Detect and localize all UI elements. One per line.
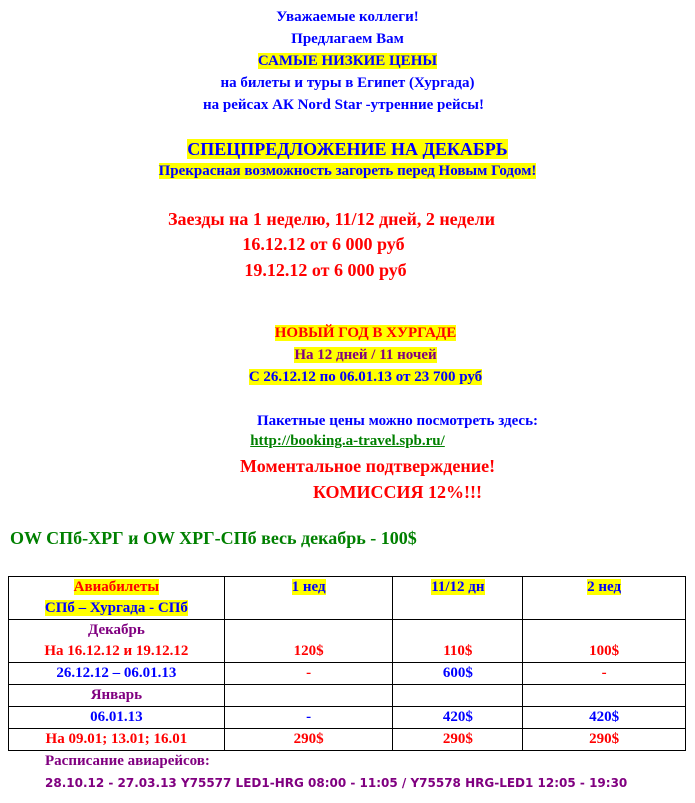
header-route <box>9 577 225 620</box>
header-col-text: 2 нед <box>587 579 622 595</box>
row-label: 26.12.12 – 06.01.13 <box>9 663 225 685</box>
header-col <box>523 577 686 620</box>
packages-label: Пакетные цены можно посмотреть здесь: <box>256 413 539 429</box>
header-col-text: 11/12 дн <box>431 579 485 595</box>
greeting: Уважаемые коллеги! <box>276 9 419 25</box>
intro-line: на рейсах АК Nord Star -утренние рейсы! <box>202 97 485 113</box>
special-subtitle-text: Прекрасная возможность загореть перед Новым Годом! <box>158 163 537 179</box>
cell <box>393 685 523 707</box>
month-label: Декабрь <box>87 622 145 638</box>
row-label: На 09.01; 13.01; 16.01 <box>9 729 225 751</box>
month-label: Январь <box>9 685 225 707</box>
newyear-price-text: С 26.12.12 по 06.01.13 от 23 700 руб <box>248 369 483 385</box>
cell: - <box>224 707 393 729</box>
packages-link-line <box>0 433 695 450</box>
cell: 120$ <box>224 620 393 663</box>
lowest-prices: САМЫЕ НИЗКИЕ ЦЕНЫ <box>257 53 438 69</box>
row-label <box>9 620 225 663</box>
header-col <box>393 577 523 620</box>
schedule-line: 28.10.12 - 27.03.13 Y75577 LED1-HRG 08:00 - 11:05 / Y75578 HRG-LED1 12:05 - 19:30 <box>45 776 628 790</box>
cell: 420$ <box>393 707 523 729</box>
cell: 420$ <box>523 707 686 729</box>
newyear-title <box>18 325 695 342</box>
cell: 600$ <box>393 663 523 685</box>
newyear-duration <box>18 347 695 364</box>
cell: - <box>224 663 393 685</box>
newyear-title-text: НОВЫЙ ГОД В ХУРГАДЕ <box>274 325 457 341</box>
ow-offer: OW СПб-ХРГ и OW ХРГ-СПб весь декабрь - 100$ <box>10 528 417 548</box>
schedule-title: Расписание авиарейсов: <box>45 753 210 769</box>
table-row <box>9 729 686 751</box>
special-subtitle <box>0 163 695 180</box>
cell <box>523 685 686 707</box>
table-row <box>9 663 686 685</box>
special-title <box>0 139 695 160</box>
cell <box>224 685 393 707</box>
offer-line: 19.12.12 от 6 000 руб <box>244 260 407 280</box>
header-col <box>224 577 393 620</box>
table-row <box>9 685 686 707</box>
row-label-text: На 16.12.12 и 19.12.12 <box>44 643 189 659</box>
offer-line: 16.12.12 от 6 000 руб <box>242 234 405 254</box>
confirm-text: Моментальное подтверждение! <box>239 456 496 476</box>
special-title-text: СПЕЦПРЕДЛОЖЕНИЕ НА ДЕКАБРЬ <box>187 139 508 159</box>
intro-line: Предлагаем Вам <box>291 31 404 47</box>
table-row <box>9 620 686 663</box>
cell: 290$ <box>393 729 523 751</box>
header-col-text: 1 нед <box>291 579 326 595</box>
intro-line: на билеты и туры в Египет (Хургада) <box>220 75 475 91</box>
commission-text: КОМИССИЯ 12%!!! <box>312 482 483 502</box>
intro-highlight <box>0 53 695 70</box>
booking-link[interactable]: http://booking.a-travel.spb.ru/ <box>250 433 445 449</box>
cell: 100$ <box>523 620 686 663</box>
header-title: Авиабилеты <box>73 579 160 595</box>
header-route-text: СПб – Хургада - СПб <box>44 600 188 616</box>
row-label: 06.01.13 <box>9 707 225 729</box>
newyear-price <box>18 369 695 386</box>
price-table <box>8 576 686 751</box>
cell: 290$ <box>224 729 393 751</box>
offer-line: Заезды на 1 неделю, 11/12 дней, 2 недели <box>167 209 496 229</box>
table-header <box>9 577 686 620</box>
table-row <box>9 707 686 729</box>
newyear-duration-text: На 12 дней / 11 ночей <box>294 347 437 363</box>
cell: 110$ <box>393 620 523 663</box>
cell: 290$ <box>523 729 686 751</box>
cell: - <box>523 663 686 685</box>
